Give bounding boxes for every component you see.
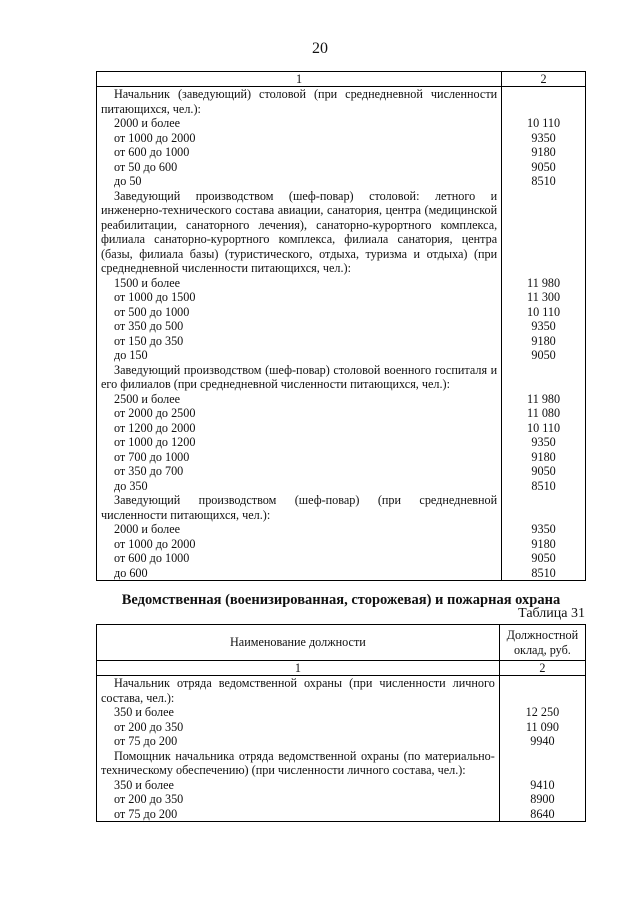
table-row	[97, 421, 586, 436]
range-label: от 1200 до 2000	[97, 421, 502, 436]
table-label: Таблица 31	[518, 606, 585, 621]
position-description: Заведующий производством (шеф-повар) столовой: летного и инженерно-технического состава авиации, санатория, центра (медицинской реабилитации, санаторного лечения), санаторно-курортного комплекса, филиала санаторно-курортного комплекса, филиала санатория, центра (базы, филиала базы) (туристического, отдыха, туризма и отдыха) (при среднедневной численности питающихся, чел.):	[97, 189, 502, 276]
column-number-2: 2	[499, 661, 585, 676]
range-label: 2500 и более	[97, 392, 502, 407]
column-number-2: 2	[502, 72, 586, 87]
empty-value-cell	[499, 749, 585, 778]
salary-value: 9350	[502, 435, 586, 450]
empty-value-cell	[502, 87, 586, 117]
range-label: от 1000 до 2000	[97, 537, 502, 552]
position-description: Помощник начальника отряда ведомственной охраны (по материально-техническому обеспечению) (при численности личного состава, чел.):	[97, 749, 500, 778]
range-label: до 600	[97, 566, 502, 581]
range-label: от 700 до 1000	[97, 450, 502, 465]
salary-value: 9180	[502, 450, 586, 465]
range-label: до 150	[97, 348, 502, 363]
range-label: до 50	[97, 174, 502, 189]
salary-value: 9050	[502, 551, 586, 566]
salary-value: 9350	[502, 319, 586, 334]
table-row	[97, 551, 586, 566]
range-label: от 150 до 350	[97, 334, 502, 349]
range-label: от 50 до 600	[97, 160, 502, 175]
salary-value: 10 110	[502, 116, 586, 131]
header-position-name: Наименование должности	[97, 625, 500, 661]
table-row	[97, 145, 586, 160]
empty-value-cell	[502, 363, 586, 392]
table-row	[97, 792, 586, 807]
position-description: Начальник отряда ведомственной охраны (при численности личного состава, чел.):	[97, 676, 500, 706]
table-row	[97, 464, 586, 479]
range-label: от 600 до 1000	[97, 551, 502, 566]
salary-value: 8900	[499, 792, 585, 807]
table-row	[97, 160, 586, 175]
salary-table-canteen	[96, 71, 586, 581]
salary-value: 12 250	[499, 705, 585, 720]
section-title: Ведомственная (военизированная, сторожевая) и пожарная охрана	[121, 592, 561, 608]
range-label: от 75 до 200	[97, 807, 500, 822]
table-row	[97, 131, 586, 146]
range-label: от 1000 до 1500	[97, 290, 502, 305]
position-description-row	[97, 676, 586, 706]
range-label: от 200 до 350	[97, 720, 500, 735]
position-description-row	[97, 493, 586, 522]
table-row	[97, 450, 586, 465]
salary-value: 9940	[499, 734, 585, 749]
empty-value-cell	[499, 676, 585, 706]
salary-value: 10 110	[502, 421, 586, 436]
table-row	[97, 807, 586, 822]
empty-value-cell	[502, 493, 586, 522]
position-description-row	[97, 87, 586, 117]
range-label: 2000 и более	[97, 522, 502, 537]
table-row	[97, 406, 586, 421]
position-description-row	[97, 363, 586, 392]
page-number: 20	[312, 40, 328, 57]
salary-value: 8640	[499, 807, 585, 822]
salary-value: 9180	[502, 537, 586, 552]
salary-value: 8510	[502, 174, 586, 189]
position-description: Заведующий производством (шеф-повар) (при среднедневной численности питающихся, чел.):	[97, 493, 502, 522]
position-description: Начальник (заведующий) столовой (при среднедневной численности питающихся, чел.):	[97, 87, 502, 117]
range-label: до 350	[97, 479, 502, 494]
column-number-1: 1	[97, 72, 502, 87]
salary-value: 9410	[499, 778, 585, 793]
salary-value: 9350	[502, 522, 586, 537]
range-label: от 200 до 350	[97, 792, 500, 807]
salary-value: 11 980	[502, 276, 586, 291]
table-row	[97, 348, 586, 363]
salary-value: 9050	[502, 464, 586, 479]
range-label: от 75 до 200	[97, 734, 500, 749]
salary-value: 9180	[502, 145, 586, 160]
range-label: от 500 до 1000	[97, 305, 502, 320]
range-label: от 350 до 500	[97, 319, 502, 334]
table-row	[97, 116, 586, 131]
salary-value: 8510	[502, 566, 586, 581]
salary-value: 9350	[502, 131, 586, 146]
column-number-1: 1	[97, 661, 500, 676]
range-label: от 600 до 1000	[97, 145, 502, 160]
table-row	[97, 319, 586, 334]
range-label: 350 и более	[97, 778, 500, 793]
range-label: 1500 и более	[97, 276, 502, 291]
salary-table-security	[96, 624, 586, 822]
salary-value: 9050	[502, 348, 586, 363]
table-row	[97, 778, 586, 793]
table-row	[97, 174, 586, 189]
position-description: Заведующий производством (шеф-повар) столовой военного госпиталя и его филиалов (при среднедневной численности питающихся, чел.):	[97, 363, 502, 392]
table-row	[97, 334, 586, 349]
table-row	[97, 305, 586, 320]
table-row	[97, 720, 586, 735]
table-row	[97, 290, 586, 305]
salary-value: 9180	[502, 334, 586, 349]
table-row	[97, 522, 586, 537]
table-row	[97, 566, 586, 581]
position-description-row	[97, 189, 586, 276]
range-label: 2000 и более	[97, 116, 502, 131]
table-row	[97, 705, 586, 720]
salary-value: 8510	[502, 479, 586, 494]
range-label: от 2000 до 2500	[97, 406, 502, 421]
table-row	[97, 276, 586, 291]
table-column-numbers	[97, 72, 586, 87]
table-row	[97, 435, 586, 450]
salary-value: 9050	[502, 160, 586, 175]
table-row	[97, 537, 586, 552]
range-label: от 1000 до 1200	[97, 435, 502, 450]
salary-value: 11 300	[502, 290, 586, 305]
empty-value-cell	[502, 189, 586, 276]
position-description-row	[97, 749, 586, 778]
salary-value: 10 110	[502, 305, 586, 320]
salary-value: 11 090	[499, 720, 585, 735]
table-header	[97, 625, 586, 661]
range-label: 350 и более	[97, 705, 500, 720]
table-row	[97, 734, 586, 749]
header-salary: Должностной оклад, руб.	[499, 625, 585, 661]
salary-value: 11 080	[502, 406, 586, 421]
salary-value: 11 980	[502, 392, 586, 407]
table-row	[97, 479, 586, 494]
table-column-numbers	[97, 661, 586, 676]
range-label: от 1000 до 2000	[97, 131, 502, 146]
range-label: от 350 до 700	[97, 464, 502, 479]
table-row	[97, 392, 586, 407]
